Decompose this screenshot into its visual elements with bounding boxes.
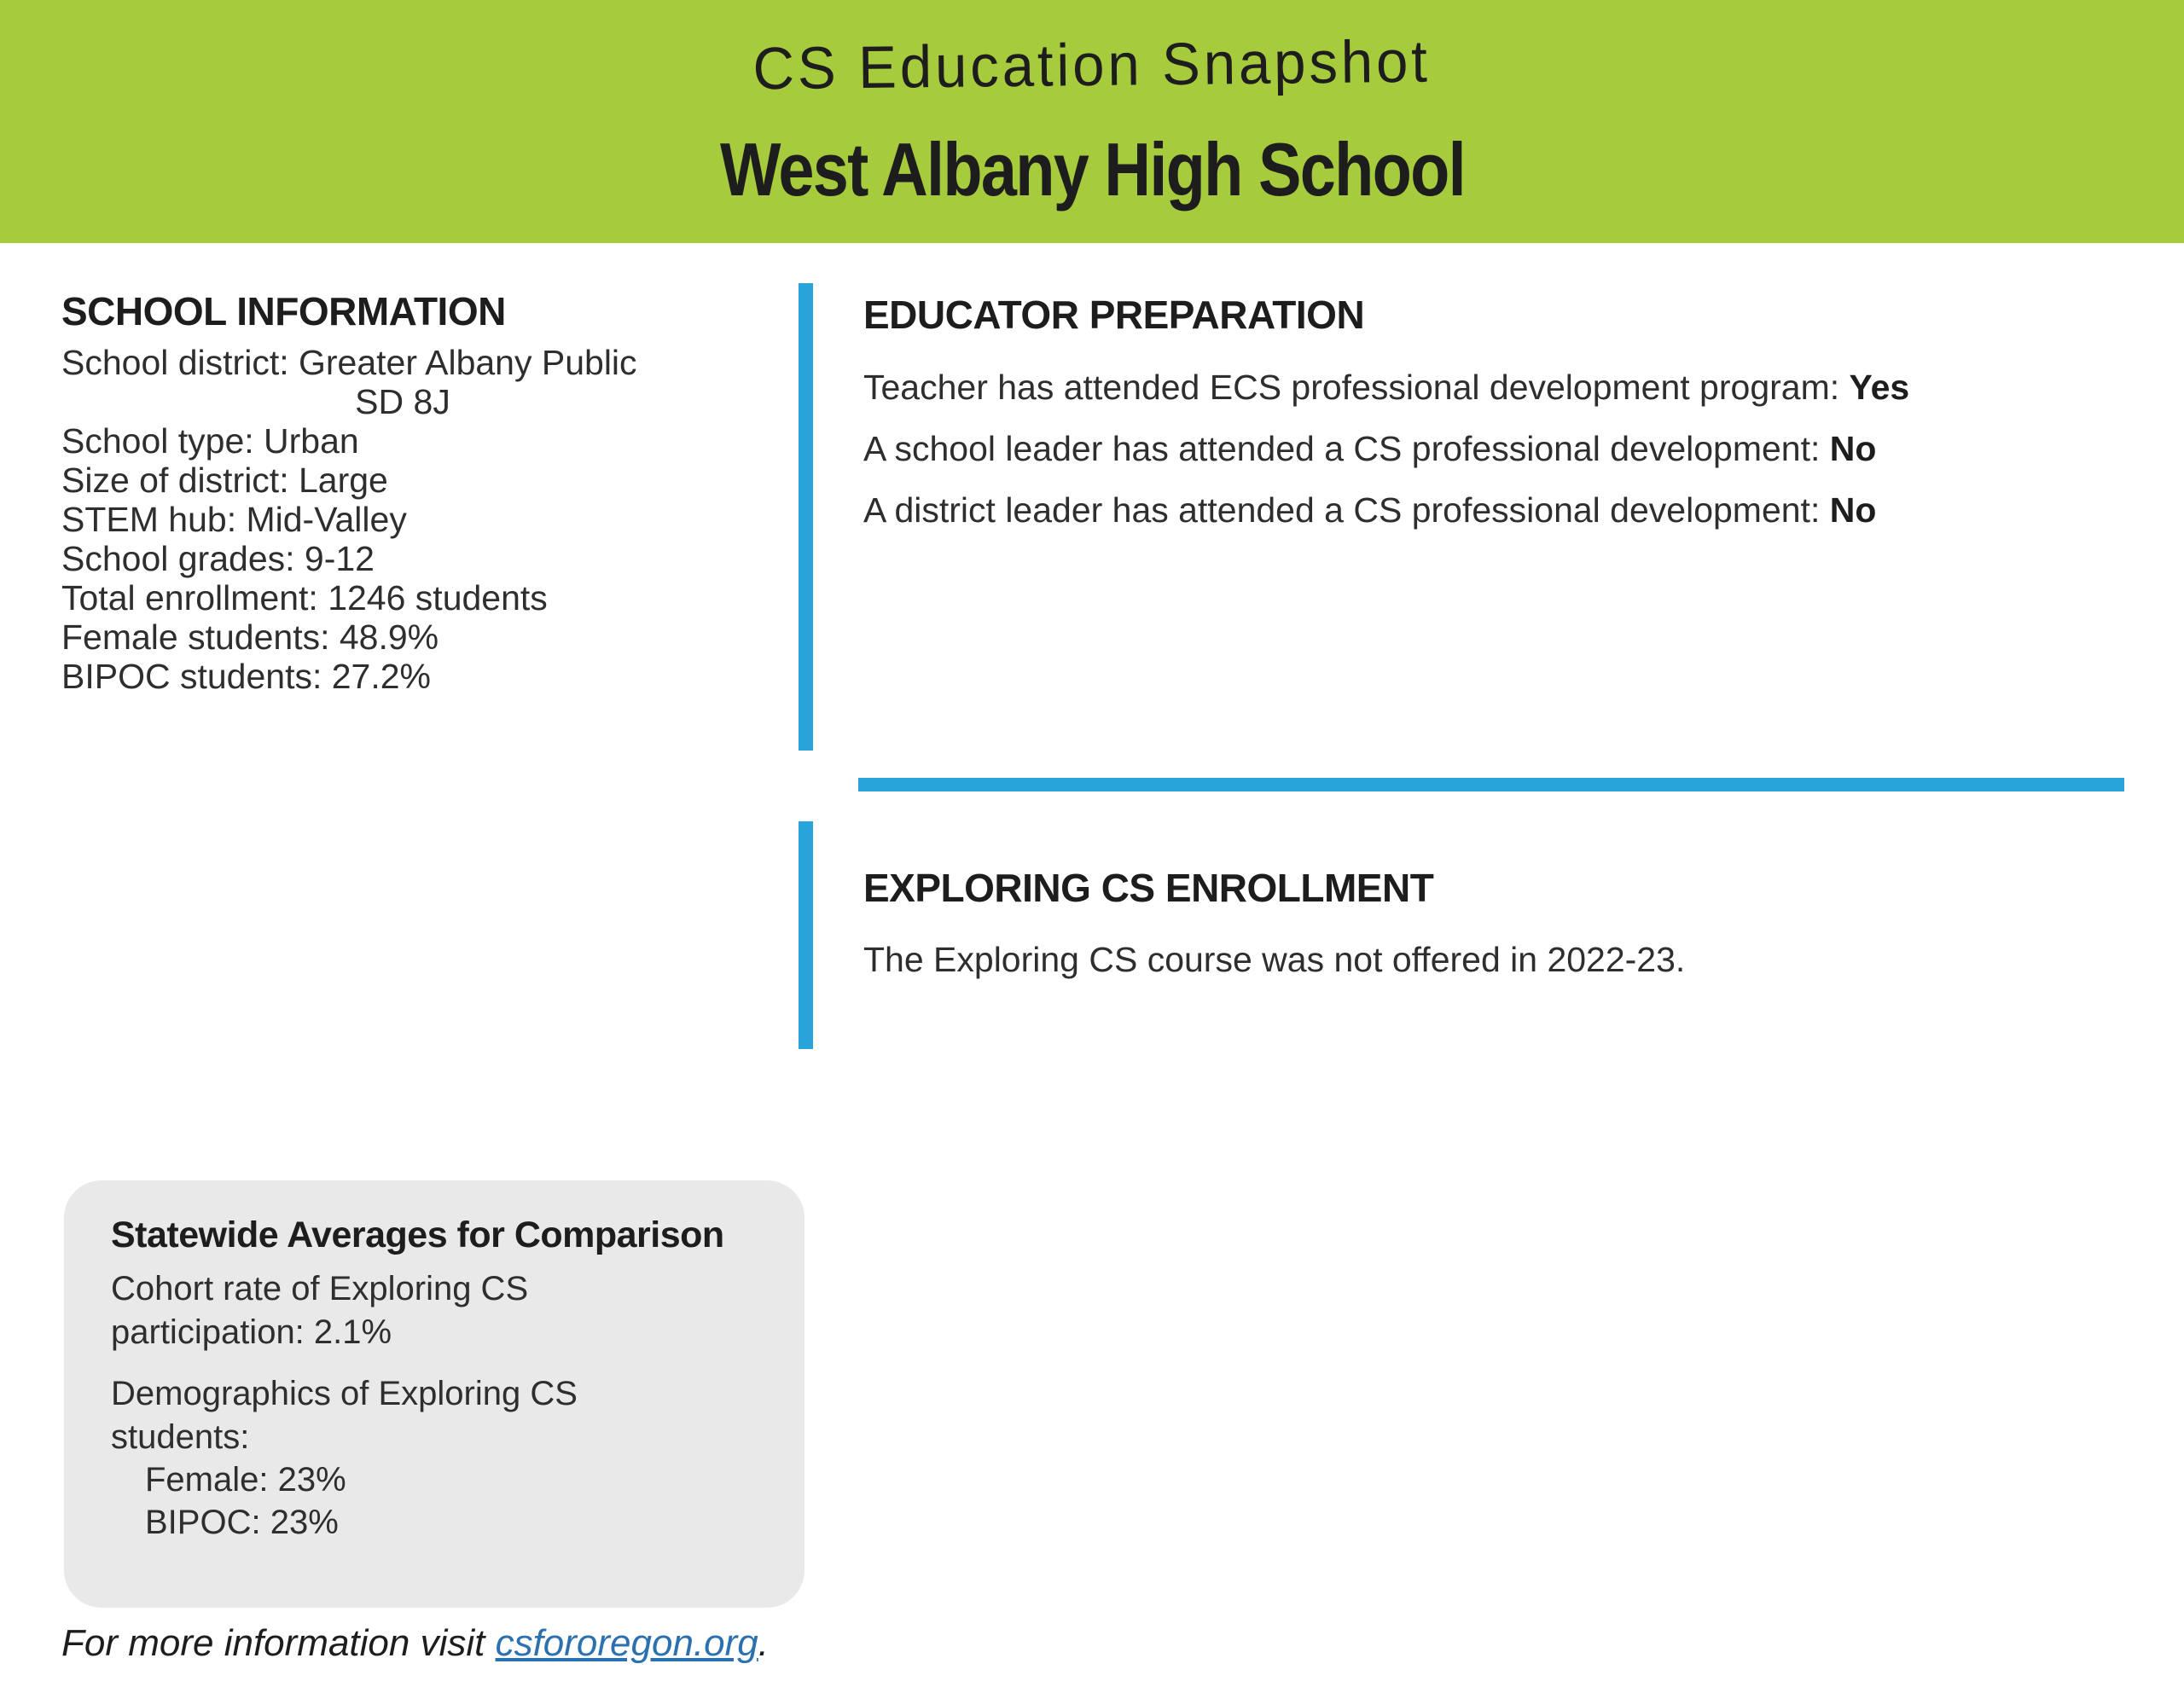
demographics-line2: students:: [111, 1418, 250, 1456]
educator-item-district-leader-label: A district leader has attended a CS professional development:: [863, 490, 1830, 530]
educator-item-school-leader: [863, 418, 1909, 479]
snapshot-kicker: [0, 27, 2184, 102]
educator-item-teacher-label: Teacher has attended ECS professional development program:: [863, 368, 1850, 407]
educator-item-teacher-value: Yes: [1849, 368, 1910, 407]
educator-preparation-items: [863, 357, 1909, 541]
exploring-cs-heading: EXPLORING CS ENROLLMENT: [863, 866, 1434, 910]
page-title: [0, 126, 2184, 213]
footer: [61, 1622, 769, 1665]
header-banner: [0, 0, 2184, 243]
cohort-rate-line1: Cohort rate of Exploring CS: [111, 1270, 529, 1307]
statewide-averages-heading: Statewide Averages for Comparison: [111, 1215, 724, 1255]
bipoc-students-line: BIPOC students: 27.2%: [61, 657, 432, 696]
demographics-line1: Demographics of Exploring CS: [111, 1375, 578, 1412]
district-size-line: Size of district: Large: [61, 461, 388, 500]
school-district-line1: School district: Greater Albany Public: [61, 343, 637, 382]
exploring-cs-text: The Exploring CS course was not offered in 2022-23.: [863, 940, 1686, 979]
page-title-text: West Albany High School: [719, 127, 1465, 212]
school-information-heading: SCHOOL INFORMATION: [61, 289, 506, 333]
footer-text: For more information visit: [61, 1622, 496, 1664]
snapshot-kicker-text: CS Education Snapshot: [752, 27, 1432, 102]
school-type-line: School type: Urban: [61, 421, 359, 461]
section-divider-bar: [858, 778, 2124, 791]
educator-item-school-leader-value: No: [1829, 429, 1877, 468]
female-students-line: Female students: 48.9%: [61, 617, 439, 657]
educator-item-district-leader: [863, 479, 1909, 541]
educator-item-district-leader-value: No: [1829, 490, 1877, 530]
footer-link[interactable]: csfororegon.org: [495, 1622, 758, 1664]
school-information-body: [61, 343, 744, 696]
educator-section-accent-bar: [799, 283, 813, 751]
footer-period: .: [758, 1622, 769, 1664]
cohort-rate-line2: participation: 2.1%: [111, 1313, 392, 1351]
school-district-line2: SD 8J: [355, 382, 450, 421]
educator-item-teacher: [863, 357, 1909, 418]
total-enrollment-line: Total enrollment: 1246 students: [61, 578, 548, 617]
school-grades-line: School grades: 9-12: [61, 539, 375, 578]
educator-preparation-heading: EDUCATOR PREPARATION: [863, 293, 1365, 337]
statewide-female-line: Female: 23%: [145, 1461, 346, 1499]
educator-item-school-leader-label: A school leader has attended a CS professional development:: [863, 429, 1830, 468]
exploring-section-accent-bar: [799, 821, 813, 1049]
stem-hub-line: STEM hub: Mid-Valley: [61, 500, 407, 539]
statewide-bipoc-line: BIPOC: 23%: [145, 1504, 339, 1541]
